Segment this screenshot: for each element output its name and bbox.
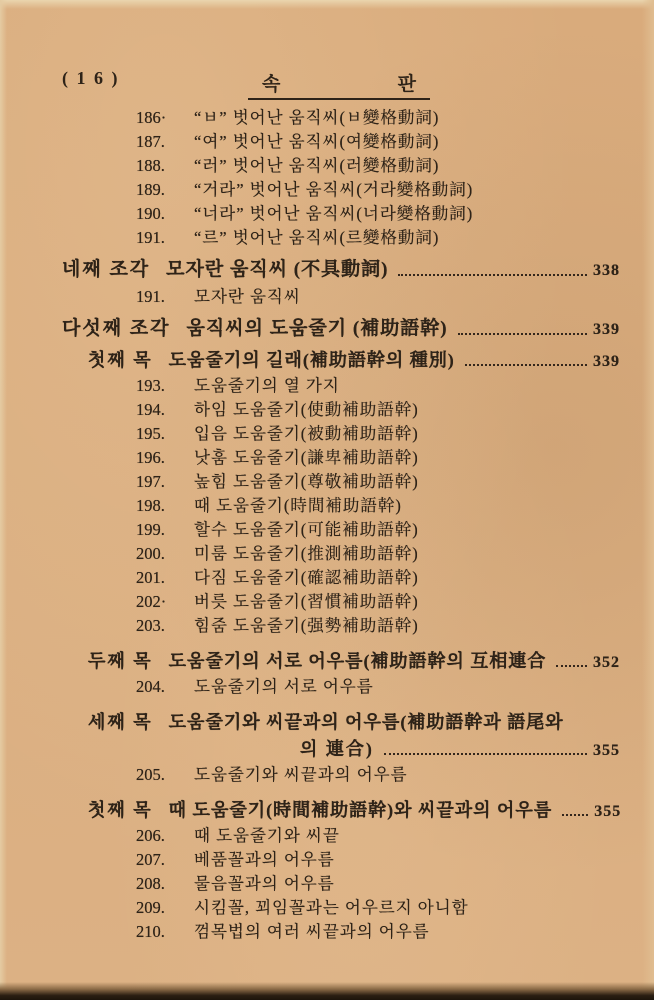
toc-entry [0,709,620,735]
entry-number: 196. [136,448,165,467]
toc-entry [0,226,620,250]
toc-entry [0,920,620,944]
entry-number: 189. [136,180,165,199]
entry-title: 도움줄기의 서로 어우름(補助語幹의 互相連合 [168,651,547,671]
entry-title: “여” 벗어난 움직씨(여變格動詞) [194,132,440,151]
toc-entry [0,797,620,823]
entry-title: 때 도움줄기와 씨끝 [194,826,340,845]
toc-entry [0,130,620,154]
entry-number: 195. [136,424,165,443]
dot-leader [562,814,588,816]
toc-entry [0,202,620,226]
dot-leader [465,364,587,366]
entry-section-label: 세째 목 [88,712,153,732]
entry-page-number: 355 [593,742,620,759]
entry-number: 198. [136,496,165,515]
entry-title: “너라” 벗어난 움직씨(너라變格動詞) [194,204,474,223]
toc-list [0,106,620,944]
paper-edge-right [642,0,654,1000]
entry-number: 208. [136,874,165,893]
entry-number: 205. [136,765,165,784]
toc-entry [0,285,620,309]
entry-title-continued: 의 連合) [300,739,374,759]
entry-title: “ㅂ” 벗어난 움직씨(ㅂ變格動詞) [194,108,440,127]
toc-entry [0,398,620,422]
toc-entry [0,648,620,674]
entry-title: 물음꼴과의 어우름 [194,874,335,893]
entry-title: 미룸 도움줄기(推測補助語幹) [194,544,419,563]
entry-title: 입음 도움줄기(被動補助語幹) [194,424,419,443]
entry-number: 194. [136,400,165,419]
dot-leader [398,274,587,276]
paper-edge-top [0,0,654,9]
toc-entry [0,824,620,848]
entry-number: 193. [136,376,165,395]
entry-number: 210. [136,922,165,941]
entry-title: 도움줄기와 씨끝과의 어우름 [194,765,408,784]
toc-entry [0,542,620,566]
entry-title: “르” 벗어난 움직씨(르變格動詞) [194,228,440,247]
page-number: ( 1 6 ) [62,68,120,88]
toc-entry [0,763,620,787]
entry-number: 200. [136,544,165,563]
toc-entry [0,374,620,398]
toc-entry [0,422,620,446]
toc-entry [0,106,620,130]
entry-title: 다짐 도움줄기(確認補助語幹) [194,568,419,587]
entry-section-label: 다섯째 조각 [62,318,171,339]
toc-entry [0,256,620,283]
entry-title: 모자란 움직씨 (不具動詞) [166,259,389,280]
entry-title: “거라” 벗어난 움직씨(거라變格動詞) [194,180,474,199]
entry-title: 움직씨의 도움줄기 (補助語幹) [186,318,448,339]
toc-entry [0,518,620,542]
entry-number: 197. [136,472,165,491]
entry-number: 191. [136,287,165,306]
entry-page-number: 339 [593,321,620,338]
entry-section-label: 네째 조각 [62,259,151,280]
entry-title: 베품꼴과의 어우름 [194,850,335,869]
entry-title: 할수 도움줄기(可能補助語幹) [194,520,419,539]
entry-page-number: 355 [594,803,622,820]
dot-leader [458,333,587,335]
entry-number: 186· [136,108,167,127]
entry-page-number: 352 [593,654,620,671]
entry-title: 도움줄기의 열 가지 [194,376,340,395]
entry-number: 190. [136,204,165,223]
toc-entry [0,614,620,638]
entry-number: 201. [136,568,165,587]
entry-number: 191. [136,228,165,247]
toc-entry [0,896,620,920]
entry-number: 204. [136,677,165,696]
entry-page-number: 339 [593,353,620,370]
toc-entry [0,494,620,518]
entry-title: 껌목법의 여러 씨끝과의 어우름 [194,922,430,941]
toc-entry [0,675,620,699]
paper-edge-bottom [0,982,654,1000]
entry-number: 187. [136,132,165,151]
entry-title: 높힘 도움줄기(尊敬補助語幹) [194,472,419,491]
entry-section-label: 두째 목 [88,651,153,671]
entry-section-label: 첫째 목 [88,350,153,370]
toc-entry [0,470,620,494]
entry-title: 모자란 움직씨 [194,287,301,306]
toc-entry [0,566,620,590]
entry-title: 때 도움줄기(時間補助語幹)와 씨끝과의 어우름 [168,800,553,820]
entry-title: 버릇 도움줄기(習慣補助語幹) [194,592,419,611]
entry-title: “러” 벗어난 움직씨(러變格動詞) [194,156,440,175]
entry-title: 도움줄기와 씨끝과의 어우름(補助語幹과 語尾와 [168,712,564,732]
toc-entry-continuation [0,736,620,762]
running-head-left-char: 속 [262,74,281,95]
toc-entry [0,848,620,872]
toc-entry [0,590,620,614]
toc-entry [0,872,620,896]
entry-number: 207. [136,850,165,869]
toc-entry [0,154,620,178]
entry-title: 도움줄기의 길래(補助語幹의 種別) [168,350,455,370]
running-head-right-char: 판 [397,74,416,95]
entry-title: 시킴꼴, 꾀임꼴과는 어우르지 아니함 [194,898,469,917]
entry-number: 203. [136,616,165,635]
entry-number: 209. [136,898,165,917]
entry-number: 188. [136,156,165,175]
entry-title: 힘줌 도움줄기(强勢補助語幹) [194,616,419,635]
entry-number: 199. [136,520,165,539]
entry-title: 때 도움줄기(時間補助語幹) [194,496,402,515]
toc-entry [0,315,620,342]
toc-entry [0,178,620,202]
entry-page-number: 338 [593,262,620,279]
toc-entry [0,347,620,373]
dot-leader [556,665,587,667]
entry-title: 낫훔 도움줄기(謙卑補助語幹) [194,448,419,467]
entry-title: 도움줄기의 서로 어우름 [194,677,374,696]
entry-number: 202· [136,592,167,611]
dot-leader [384,753,587,755]
toc-entry [0,446,620,470]
entry-number: 206. [136,826,165,845]
running-head [248,66,430,100]
entry-title: 하임 도움줄기(使動補助語幹) [194,400,419,419]
entry-section-label: 첫째 목 [88,800,153,820]
